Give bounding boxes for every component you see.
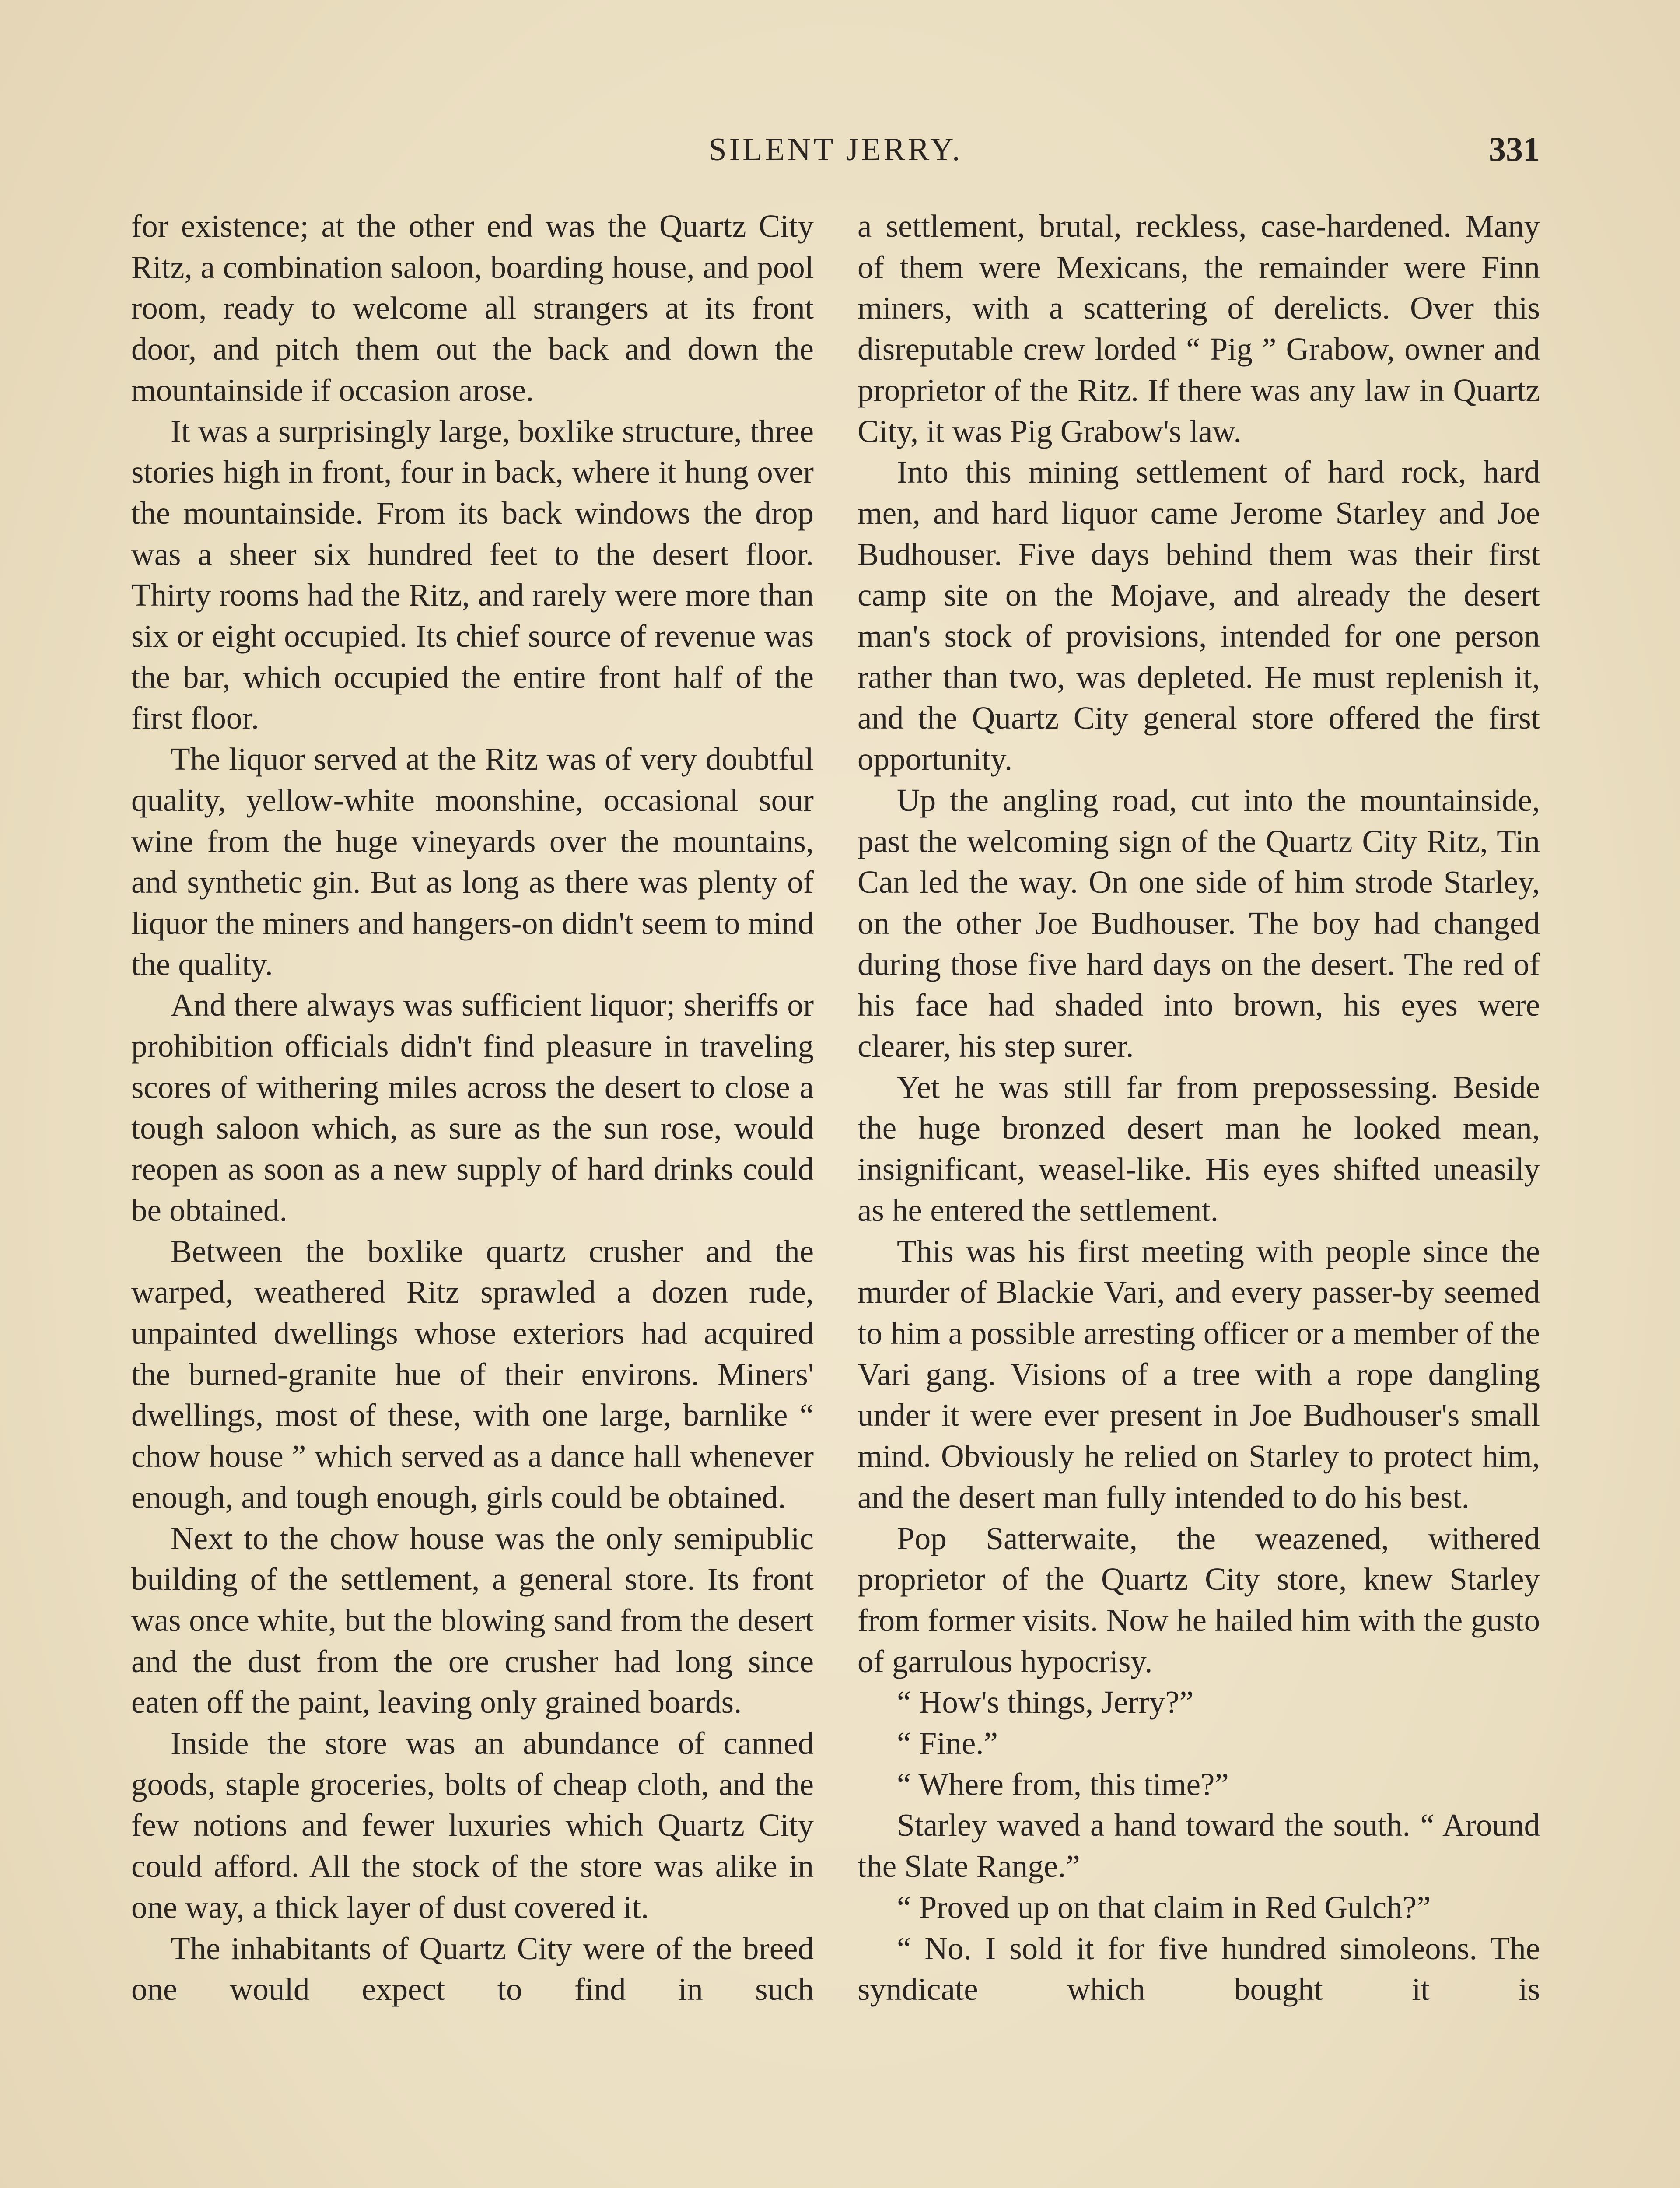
paragraph: Into this mining settlement of hard rock, hard men, and hard liquor came Jerome Starley and Joe Budhouser. Five days behind them was their first camp site on the Mojave, and already the desert man's stock of provisions, intended for one person rather than two, was depleted. He must replenish it, and the Quartz City general store offered the first opportunity. [858,454,1540,777]
page-header [131,131,1540,179]
paragraph: The inhabitants of Quartz City were of the breed one would expect to find in such [131,1930,814,2007]
left-column [131,206,814,2188]
paragraph: “ How's things, Jerry?” [897,1684,1194,1720]
paragraph: The liquor served at the Ritz was of very doubtful quality, yellow-white moonshine, occasional sour wine from the huge vineyards over the mountains, and synthetic gin. But as long as there was plenty of liquor the miners and hangers-on didn't seem to mind the quality. [131,741,814,982]
paragraph: Yet he was still far from prepossessing. Beside the huge bronzed desert man he looked mean, insignificant, weasel-like. His eyes shifted uneasily as he entered the settlement. [858,1069,1540,1228]
paragraph: “ Where from, this time?” [897,1766,1229,1802]
paragraph: Up the angling road, cut into the mountainside, past the welcoming sign of the Quartz City Ritz, Tin Can led the way. On one side of him strode Starley, on the other Joe Budhouser. The boy had changed during those five hard days on the desert. The red of his face had shaded into brown, his eyes were clearer, his step surer. [858,782,1540,1064]
paragraph: “ Proved up on that claim in Red Gulch?” [897,1889,1431,1925]
paragraph: And there always was sufficient liquor; sheriffs or prohibition officials didn't find pleasure in traveling scores of withering miles across the desert to close a tough saloon which, as sure as the sun rose, would reopen as soon as a new supply of hard drinks could be obtained. [131,987,814,1228]
paragraph: This was his first meeting with people since the murder of Blackie Vari, and every passer-by seemed to him a possible arresting officer or a member of the Vari gang. Visions of a tree with a rope dangling under it were ever present in Joe Budhouser's small mind. Obviously he relied on Starley to protect him, and the desert man fully intended to do his best. [858,1233,1540,1515]
paragraph: Inside the store was an abundance of canned goods, staple groceries, bolts of cheap cloth, and the few notions and fewer luxuries which Quartz City could afford. All the stock of the store was alike in one way, a thick layer of dust covered it. [131,1725,814,1925]
paragraph: Next to the chow house was the only semipublic building of the settlement, a general store. Its front was once white, but the blowing sand from the desert and the dust from the ore crusher had long since eaten off the paint, leaving only grained boards. [131,1520,814,1720]
paragraph: Between the boxlike quartz crusher and the warped, weathered Ritz sprawled a dozen rude, unpainted dwellings whose exteriors had acquired the burned-granite hue of their environs. Miners' dwellings, most of these, with one large, barnlike “ chow house ” which served as a dance hall whenever enough, and tough enough, girls could be obtained. [131,1233,814,1515]
right-column [858,206,1540,2188]
paragraph: “ No. I sold it for five hundred simoleons. The syndicate which bought it is [858,1930,1540,2007]
paragraph: Starley waved a hand toward the south. “ Around the Slate Range.” [858,1807,1540,1884]
running-title: SILENT JERRY. [708,132,963,168]
paragraph: “ Fine.” [897,1725,998,1761]
paragraph: It was a surprisingly large, boxlike structure, three stories high in front, four in back, where it hung over the mountainside. From its back windows the drop was a sheer six hundred feet to the desert floor. Thirty rooms had the Ritz, and rarely were more than six or eight occupied. Its chief source of revenue was the bar, which occupied the entire front half of the first floor. [131,413,814,736]
page-number: 331 [1489,130,1540,168]
paragraph: for existence; at the other end was the Quartz City Ritz, a combination saloon, boarding house, and pool room, ready to welcome all strangers at its front door, and pitch them out the back and down the mountainside if occasion arose. [131,208,814,408]
text-columns [131,206,1540,2188]
paragraph: Pop Satterwaite, the weazened, withered proprietor of the Quartz City store, knew Starley from former visits. Now he hailed him with the gusto of garrulous hypocrisy. [858,1520,1540,1679]
paragraph: a settlement, brutal, reckless, case-hardened. Many of them were Mexicans, the remainder were Finn miners, with a scattering of derelicts. Over this disreputable crew lorded “ Pig ” Grabow, owner and proprietor of the Ritz. If there was any law in Quartz City, it was Pig Grabow's law. [858,208,1540,449]
